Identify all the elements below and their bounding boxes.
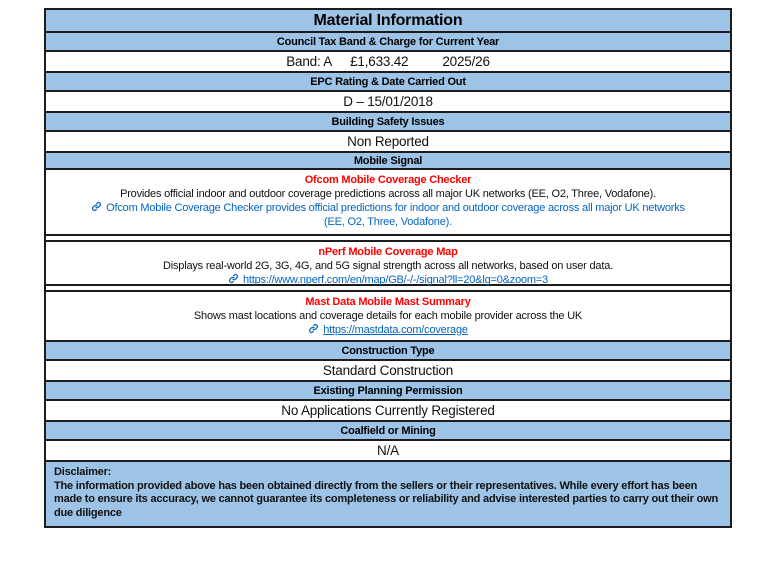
mobile-section-ofcom [46,170,730,236]
mastdata-link-text: https://mastdata.com/coverage [323,324,468,336]
coalfield-value: N/A [46,441,730,462]
council-tax-charge: £1,633.42 [350,54,409,69]
mobile-section-nperf [46,242,730,286]
ofcom-description: Provides official indoor and outdoor coverage predictions across all major UK networks (EE, O2, Three, Vodafone). [120,188,656,200]
mastdata-link[interactable] [46,323,730,337]
section-header-epc: EPC Rating & Date Carried Out [46,73,730,92]
section-header-construction: Construction Type [46,342,730,361]
council-tax-band: Band: A [286,54,333,69]
construction-value: Standard Construction [46,361,730,382]
disclaimer-label: Disclaimer: [54,466,112,478]
nperf-title: nPerf Mobile Coverage Map [318,246,458,258]
planning-value: No Applications Currently Registered [46,401,730,422]
disclaimer-text: The information provided above has been obtained directly from the sellers or their representatives. While every effort has been made to ensure its accuracy, we cannot guarantee its completeness or reliability and advise interested parties to carry out their own due diligence [54,479,718,519]
ofcom-link-text: Ofcom Mobile Coverage Checker provides official predictions for indoor and outdoor coverage across all major UK networks (EE, O2, Three, Vodafone). [106,202,685,228]
section-header-planning: Existing Planning Permission [46,382,730,401]
mobile-section-mastdata [46,292,730,342]
section-header-council-tax: Council Tax Band & Charge for Current Year [46,33,730,52]
ofcom-link[interactable] [46,201,730,229]
section-header-mobile-signal: Mobile Signal [46,153,730,170]
material-information-table [44,8,732,528]
page-title: Material Information [46,10,730,33]
building-safety-value: Non Reported [46,132,730,153]
link-icon [91,201,102,212]
link-icon [228,273,239,284]
mastdata-title: Mast Data Mobile Mast Summary [305,296,471,308]
nperf-link-text: https://www.nperf.com/en/map/GB/-/-/signal?ll=20&lg=0&zoom=3 [242,274,549,286]
section-header-coalfield: Coalfield or Mining [46,422,730,441]
section-header-building-safety: Building Safety Issues [46,113,730,132]
link-icon [308,323,319,334]
council-tax-year: 2025/26 [442,54,490,69]
disclaimer-block [46,462,730,526]
council-tax-value [46,52,730,73]
epc-value: D – 15/01/2018 [46,92,730,113]
ofcom-title: Ofcom Mobile Coverage Checker [304,174,472,186]
mastdata-description: Shows mast locations and coverage details for each mobile provider across the UK [193,310,583,322]
nperf-link[interactable] [46,273,730,287]
nperf-description: Displays real-world 2G, 3G, 4G, and 5G signal strength across all networks, based on user data. [163,260,613,272]
